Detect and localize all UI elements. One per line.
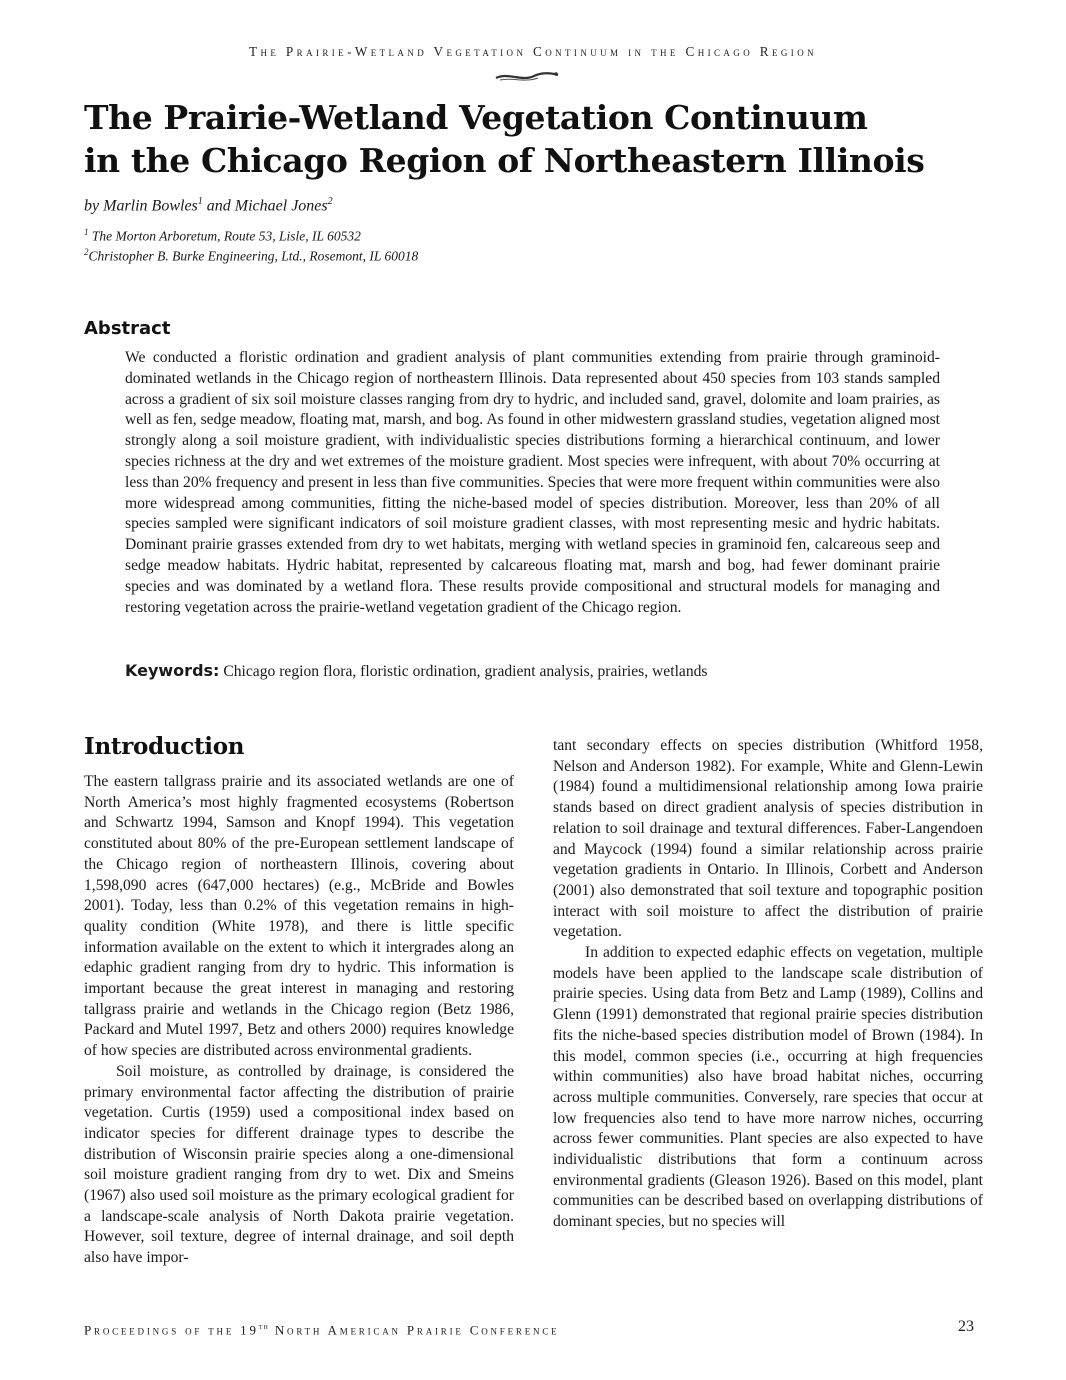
author-2-mark: 2: [327, 196, 333, 207]
footer-conference: [84, 1321, 559, 1338]
author-2: Michael Jones: [234, 197, 328, 215]
keywords-text: Chicago region flora, floristic ordination, gradient analysis, prairies, wetlands: [223, 663, 708, 680]
footer-conference-prefix: Proceedings of the 19: [84, 1322, 259, 1338]
abstract-text: We conducted a floristic ordination and gradient analysis of plant communities extending from prairie through graminoid-dominated wetlands in the Chicago region of northeastern Illinois. Data represented about 450 species from 103 stands sampled across a gradient of six soil moisture classes ranging from dry to hydric, and included sand, gravel, dolomite and loam prairies, as well as fen, sedge meadow, floating mat, marsh, and bog. As found in other midwestern grassland studies, vegetation aligned most strongly along a soil moisture gradient, with individualistic species distributions forming a hierarchical continuum, and lower species richness at the dry and wet extremes of the moisture gradient. Most species were infrequent, with about 70% occurring at less than 20% frequency and present in less than five communities. Species that were more frequent within communities were also more widespread among communities, fitting the niche-based model of species distribution. Moreover, less than 20% of all species sampled were significant indicators of soil moisture gradient classes, with most representing mesic and hydric habitats. Dominant prairie grasses extended from dry to wet habitats, merging with wetland species in graminoid fen, calcareous seep and sedge meadow habitats. Hydric habitat, represented by calcareous floating mat, marsh and bog, had fewer dominant prairie species and was dominated by a wetland flora. These results provide compositional and structural models for managing and restoring vegetation across the prairie-wetland vegetation gradient of the Chicago region.: [125, 349, 940, 616]
author-1-mark: 1: [197, 196, 203, 207]
affiliation-1-mark: 1: [84, 227, 89, 237]
page-number: 23: [958, 1318, 974, 1335]
author-1: Marlin Bowles: [103, 197, 198, 215]
introduction-heading: Introduction: [84, 733, 245, 760]
byline-prefix: by: [84, 197, 100, 215]
running-head: The Prairie-Wetland Vegetation Continuum in the Chicago Region: [248, 44, 817, 59]
affiliation-2: [84, 247, 684, 265]
intro-paragraph-2-continued: tant secondary effects on species distribution (Whitford 1958, Nelson and Anderson 1982). For example, White and Glenn-Lewin (1984) found a multidimensional relationship among Iowa prairie stands based on direct gradient analysis of species distribution in relation to soil drainage and textural differences. Faber-Langendoen and Maycock (1994) found a similar relationship across prairie vegetation gradients in Ontario. In Illinois, Corbett and Anderson (2001) also demonstrated that soil texture and topographic position interact with soil moisture to affect the distribution of prairie vegetation.: [553, 737, 983, 941]
title-line-1: The Prairie-Wetland Vegetation Continuum: [84, 98, 868, 137]
right-column: [553, 736, 983, 1233]
intro-paragraph-1: The eastern tallgrass prairie and its associated wetlands are one of North America’s most highly fragmented ecosystems (Robertson and Schwartz 1994, Samson and Knopf 1994). This vegetation constituted about 80% of the pre-European settlement landscape of the Chicago region of northeastern Illinois, covering about 1,598,090 acres (647,000 hectares) (e.g., McBride and Bowles 2001). Today, less than 0.2% of this vegetation remains in high-quality condition (White 1978), and there is little specific information available on the extent to which it intergrades along an edaphic gradient ranging from dry to hydric. This information is important because the great interest in managing and restoring tallgrass prairie and wetlands in the Chicago region (Betz 1986, Packard and Mutel 1997, Betz and others 2000) requires knowledge of how species are distributed across environmental gradients.: [84, 773, 514, 1060]
keywords-label: Keywords:: [125, 661, 220, 680]
byline: [84, 196, 333, 215]
byline-connector: and: [206, 197, 231, 215]
intro-paragraph-2: Soil moisture, as controlled by drainage, is considered the primary environmental factor affecting the distribution of prairie vegetation. Curtis (1959) used a compositional index based on indicator species for different drainage types to describe the distribution of Wisconsin prairie species along a one-dimensional soil moisture gradient ranging from dry to wet. Dix and Smeins (1967) also used soil moisture as the primary ecological gradient for a landscape-scale analysis of North Dakota prairie vegetation. However, soil texture, degree of internal drainage, and soil depth also have impor-: [84, 1062, 514, 1267]
footer-conference-suffix: North American Prairie Conference: [274, 1322, 560, 1338]
affiliation-2-text: Christopher B. Burke Engineering, Ltd., Rosemont, IL 60018: [88, 248, 419, 264]
affiliation-1-text: The Morton Arboretum, Route 53, Lisle, IL 60532: [91, 228, 361, 244]
paper-title: [84, 96, 984, 182]
intro-paragraph-3: In addition to expected edaphic effects on vegetation, multiple models have been applied to the landscape scale distribution of prairie species. Using data from Betz and Lamp (1989), Collins and Glenn (1991) demonstrated that regional prairie species distribution fits the niche-based species distribution model of Brown (1984). In this model, common species (i.e., occurring at high frequencies within communities) also have broad habitat niches, occurring across multiple communities. Conversely, rare species that occur at low frequencies also tend to have more narrow niches, occurring across fewer communities. Plant species are also expected to have individualistic distributions that form a continuum across environmental gradients (Gleason 1926). Based on this model, plant communities can be described based on overlapping distributions of dominant species, but no species will: [553, 944, 983, 1231]
footer-ordinal: th: [258, 1321, 269, 1331]
left-column: [84, 772, 514, 1269]
abstract-heading: Abstract: [84, 318, 171, 339]
keywords: [125, 661, 940, 681]
affiliation-2-mark: 2: [84, 247, 89, 257]
affiliation-1: [84, 227, 684, 245]
title-line-2: in the Chicago Region of Northeastern Illinois: [84, 141, 925, 180]
flourish-ornament: [494, 66, 560, 86]
